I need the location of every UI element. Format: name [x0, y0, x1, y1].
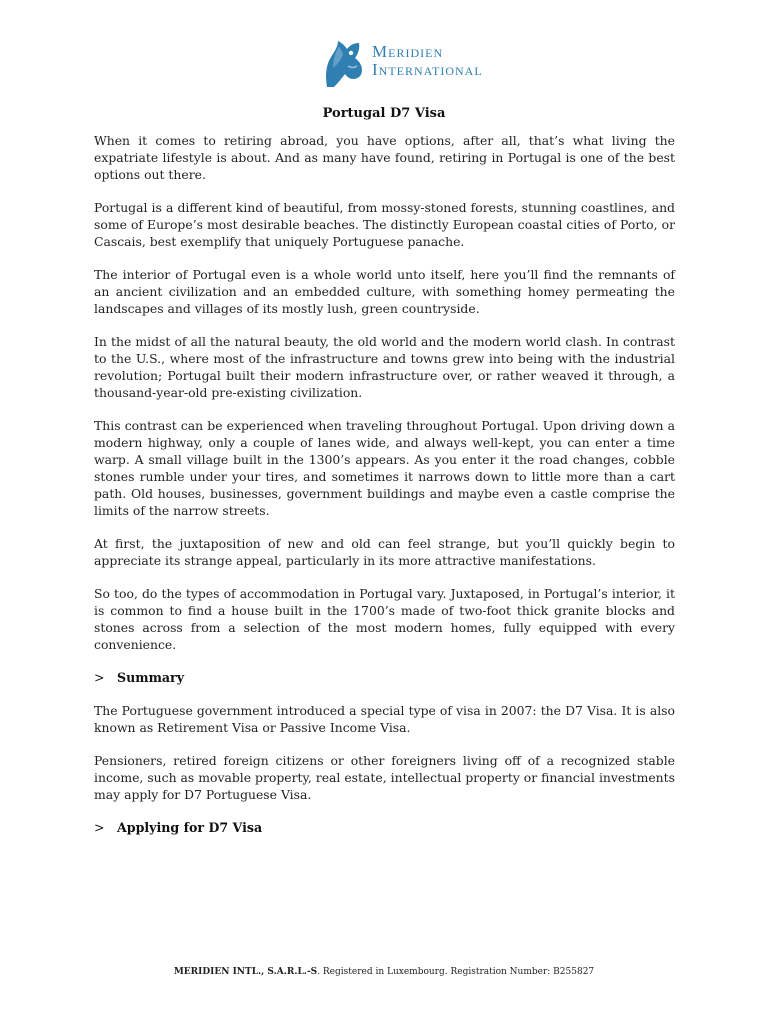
paragraph-portugal-beauty: Portugal is a different kind of beautiful, from mossy-stoned forests, stunning coastlines, and some of Europe’s most desirable beaches. The distinctly European coastal cities of Porto, or Cascais, best exemplify that uniquely Portuguese panache.	[94, 200, 675, 249]
paragraph-accommodation: So too, do the types of accommodation in Portugal vary. Juxtaposed, in Portugal’s interior, it is common to find a house built in the 1700’s made of two-foot thick granite blocks and stones across from a selection of the most modern homes, fully equipped with every convenience.	[94, 586, 675, 652]
logo-line-international: International	[372, 60, 483, 79]
applying-heading	[94, 819, 675, 836]
paragraph-portugal-interior: The interior of Portugal even is a whole world unto itself, here you’ll find the remnants of an ancient civilization and an embedded culture, with something homey permeating the landscapes and villages of its mostly lush, green countryside.	[94, 267, 675, 316]
applying-heading-text: Applying for D7 Visa	[117, 820, 263, 835]
document-body	[94, 132, 675, 852]
paragraph-retiring-abroad: When it comes to retiring abroad, you have options, after all, that’s what living the expatriate lifestyle is about. And as many have found, retiring in Portugal is one of the best options out there.	[94, 133, 675, 182]
footer-registration: . Registered in Luxembourg. Registration Number: B255827	[317, 967, 595, 977]
paragraph-juxtaposition: At first, the juxtaposition of new and old can feel strange, but you’ll quickly begin to appreciate its strange appeal, particularly in its more attractive manifestations.	[94, 536, 675, 568]
summary-marker: >	[94, 670, 105, 685]
applying-marker: >	[94, 820, 105, 835]
paragraph-d7-eligibility: Pensioners, retired foreign citizens or other foreigners living off of a recognized stable income, such as movable property, real estate, intellectual property or financial investments may apply for D7 Portuguese Visa.	[94, 753, 675, 802]
document-title: Portugal D7 Visa	[322, 106, 446, 121]
paragraph-old-modern-world: In the midst of all the natural beauty, the old world and the modern world clash. In contrast to the U.S., where most of the infrastructure and towns grew into being with the industrial revolution; Portugal built their modern infrastructure over, or rather weaved it through, a thousand-year-old pre-existing civilization.	[94, 334, 675, 400]
company-logo	[320, 32, 500, 90]
summary-heading-text: Summary	[117, 670, 185, 685]
logo-line-meridien: Meridien	[372, 42, 444, 62]
paragraph-d7-introduction: The Portuguese government introduced a special type of visa in 2007: the D7 Visa. It is also known as Retirement Visa or Passive Income Visa.	[94, 703, 675, 735]
paragraph-travel-contrast: This contrast can be experienced when traveling throughout Portugal. Upon driving down a modern highway, only a couple of lanes wide, and always well-kept, you can enter a time warp. A small village built in the 1300’s appears. As you enter it the road changes, cobble stones rumble under your tires, and sometimes it narrows down to little more than a cart path. Old houses, businesses, government buildings and maybe even a castle comprise the limits of the narrow streets.	[94, 418, 675, 518]
logo-wordmark	[372, 43, 483, 79]
footer-company-name: MERIDIEN INTL., S.A.R.L.-S	[173, 967, 318, 977]
horse-head-logo-icon	[320, 33, 364, 89]
summary-heading	[94, 669, 675, 686]
document-footer	[0, 967, 768, 977]
